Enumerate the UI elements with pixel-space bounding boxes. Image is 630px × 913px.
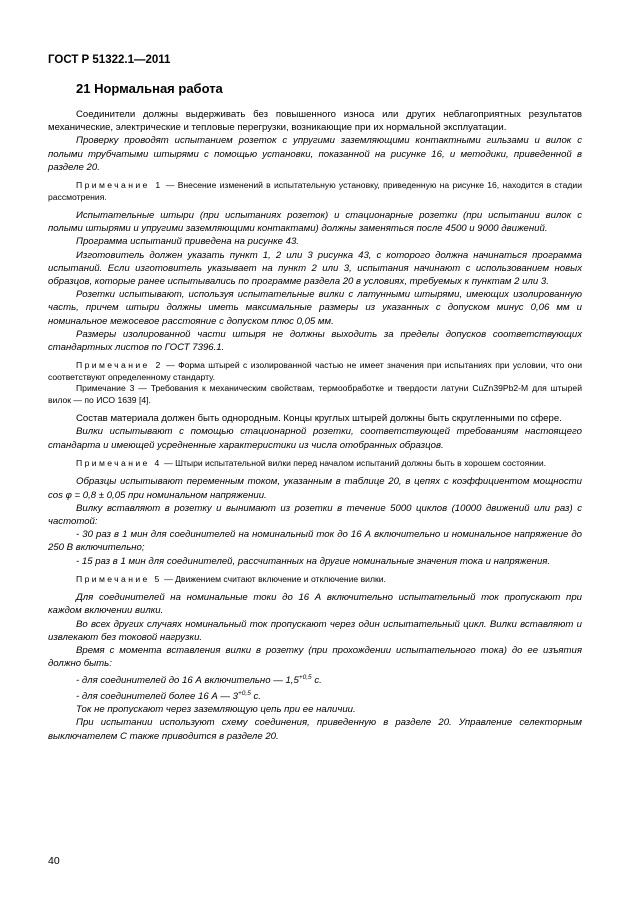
paragraph: Состав материала должен быть однородным. Концы круглых штырей должны быть скругленными по сфере. — [76, 413, 562, 425]
list-item — [48, 687, 582, 703]
note-text: — Форма штырей с изолированной частью не имеет значения при испытаниях при условии, что они соответствуют определенному стандарту. — [48, 360, 582, 382]
paragraph: Розетки испытывают, используя испытательные вилки с латунными штырями, имеющих изолированную часть, причем штыри должны иметь максимальные размеры из указанных с допуском минус 0,06 мм и номинальное межосевое расстояние с допуском плюс 0,05 мм. — [48, 289, 582, 327]
paragraph: Образцы испытывают переменным током, указанным в таблице 20, в цепях с коэффициентом мощности cos φ = 0,8 ± 0,05 при номинальном напряжении. — [48, 476, 582, 501]
paragraph: Вилку вставляют в розетку и вынимают из розетки в течение 5000 циклов (10000 движений или раз) с частотой: — [48, 502, 582, 527]
list-item — [48, 671, 582, 687]
note-text: — Штыри испытательной вилки перед началом испытаний должны быть в хорошем состоянии. — [161, 457, 547, 468]
list-item-text: - для соединителей более 16 А — 3 — [76, 691, 238, 703]
paragraph: При испытании используют схему соединения, приведенную в разделе 20. Управление селекторным выключателем С также приводится в разделе 20. — [48, 717, 582, 742]
list-item-text: - для соединителей до 16 А включительно — 1,5 — [76, 674, 299, 686]
paragraph: Проверку проводят испытанием розеток с упругими заземляющими контактными гильзами и вилок с полыми трубчатыми штырями с помощью установки, показанной на рисунке 16, и методики, приведенной в разделе 20. — [48, 135, 582, 173]
list-item: - 30 раз в 1 мин для соединителей на номинальный ток до 16 А включительно и номинальное напряжение до 250 В включительно; — [48, 529, 582, 554]
paragraph: Испытательные штыри (при испытаниях розеток) и стационарные розетки (при испытании вилок с полыми штырями и упругими заземляющими контактами) должны заменяться после 4500 и 9000 движений. — [48, 210, 582, 235]
paragraph: Вилки испытывают с помощью стационарной розетки, соответствующей требованиям настоящего стандарта и имеющей усредненные характеристики из числа отобранных образцов. — [48, 426, 582, 451]
note-1 — [48, 180, 582, 203]
paragraph: Время с момента вставления вилки в розетку (при прохождении испытательного тока) до ее изъятия должно быть: — [48, 645, 582, 670]
note-4 — [48, 458, 582, 470]
note-text: — Движением считают включение и отключение вилки. — [161, 573, 386, 584]
paragraph: Размеры изолированной части штыря не должны выходить за пределы допусков соответствующих стандартных листов по ГОСТ 7396.1. — [48, 328, 582, 354]
note-text: — Внесение изменений в испытательную установку, приведенную на рисунке 16, находится в стадии рассмотрения. — [48, 180, 582, 202]
paragraph: Изготовитель должен указать пункт 1, 2 или 3 рисунка 43, с которого должна начинаться программа испытаний. Если изготовитель указывает на пункт 2 или 3, испытания начинают с использованием новых образцов, которые ранее испытывались по программе раздела 20 в условиях, требуемых к пунктам 2 или 3. — [48, 249, 582, 288]
paragraph: Во всех других случаях номинальный ток пропускают через один испытательный цикл. Вилки вставляют и извлекают без токовой нагрузки. — [48, 618, 582, 643]
paragraph: Программа испытаний приведена на рисунке 43. — [76, 236, 299, 248]
unit: с. — [311, 674, 322, 686]
paragraph: Для соединителей на номинальные токи до 16 А включительно испытательный ток пропускают при каждом включении вилки. — [48, 592, 582, 617]
note-label: Примечание 3 — [76, 383, 135, 394]
page-number: 40 — [48, 855, 60, 867]
page-body — [48, 108, 582, 743]
note-2 — [48, 360, 582, 383]
tolerance-superscript: +0,5 — [238, 689, 251, 697]
note-5 — [48, 574, 582, 586]
unit: с. — [250, 691, 261, 703]
note-3 — [48, 383, 582, 406]
note-label: Примечание 4 — [76, 457, 162, 468]
note-label: Примечание 1 — [76, 180, 163, 191]
note-text: — Требования к механическим свойствам, термообработке и твердости латуни CuZn39Pb2-M для штырей вилок — по ИСО 1639 [4]. — [48, 383, 582, 405]
paragraph: Ток не пропускают через заземляющую цепь при ее наличии. — [76, 704, 356, 716]
section-title: 21 Нормальная работа — [76, 81, 223, 96]
note-label: Примечание 5 — [76, 573, 162, 584]
tolerance-superscript: +0,5 — [298, 673, 312, 681]
list-item: - 15 раз в 1 мин для соединителей, рассчитанных на другие номинальные значения тока и напряжения. — [76, 555, 551, 567]
document-code: ГОСТ Р 51322.1—2011 — [48, 54, 171, 66]
paragraph: Соединители должны выдерживать без повышенного износа или других неблагоприятных результатов механические, электрические и тепловые перегрузки, возникающие при их нормальной эксплуатации. — [48, 109, 582, 134]
note-label: Примечание 2 — [76, 360, 163, 371]
